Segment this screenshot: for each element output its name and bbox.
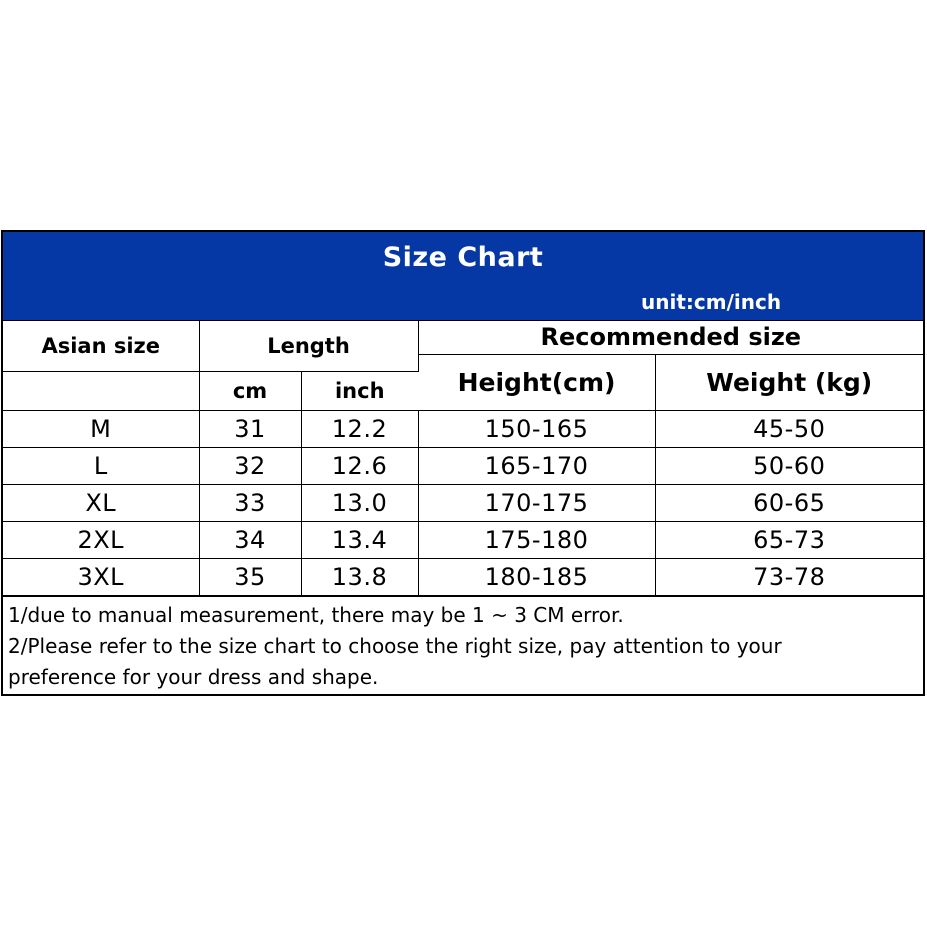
asian-size-header-spacer	[3, 371, 199, 410]
unit-label: unit:cm/inch	[641, 290, 782, 314]
size-cell: XL	[3, 484, 199, 521]
length-header: Length	[199, 321, 418, 371]
weight-cell: 60-65	[655, 484, 923, 521]
chart-title: Size Chart	[382, 242, 544, 273]
height-cell: 165-170	[418, 447, 655, 484]
cm-cell: 32	[199, 447, 301, 484]
table-row	[3, 521, 923, 558]
cm-cell: 35	[199, 558, 301, 595]
recommended-size-header: Recommended size	[418, 321, 923, 354]
size-chart	[1, 230, 925, 696]
cm-header: cm	[199, 371, 301, 410]
weight-cell: 65-73	[655, 521, 923, 558]
height-cell: 150-165	[418, 410, 655, 447]
size-cell: M	[3, 410, 199, 447]
note-line: preference for your dress and shape.	[8, 665, 379, 689]
title-band	[3, 232, 923, 321]
header-row-top	[3, 321, 923, 354]
cm-cell: 33	[199, 484, 301, 521]
table-row	[3, 447, 923, 484]
table-row	[3, 484, 923, 521]
notes-section	[3, 596, 923, 694]
inch-cell: 12.6	[301, 447, 418, 484]
height-cell: 180-185	[418, 558, 655, 595]
weight-header: Weight (kg)	[655, 354, 923, 410]
height-cell: 170-175	[418, 484, 655, 521]
height-cell: 175-180	[418, 521, 655, 558]
weight-cell: 50-60	[655, 447, 923, 484]
note-line: 2/Please refer to the size chart to choose the right size, pay attention to your	[8, 634, 782, 658]
weight-cell: 45-50	[655, 410, 923, 447]
inch-cell: 12.2	[301, 410, 418, 447]
inch-header: inch	[301, 371, 418, 410]
note-line: 1/due to manual measurement, there may be 1 ~ 3 CM error.	[8, 603, 624, 627]
cm-cell: 34	[199, 521, 301, 558]
table-row	[3, 558, 923, 595]
inch-cell: 13.0	[301, 484, 418, 521]
size-cell: L	[3, 447, 199, 484]
height-header: Height(cm)	[418, 354, 655, 410]
table-row	[3, 410, 923, 447]
inch-cell: 13.8	[301, 558, 418, 595]
size-cell: 2XL	[3, 521, 199, 558]
inch-cell: 13.4	[301, 521, 418, 558]
cm-cell: 31	[199, 410, 301, 447]
size-cell: 3XL	[3, 558, 199, 595]
asian-size-header: Asian size	[3, 321, 199, 371]
weight-cell: 73-78	[655, 558, 923, 595]
size-table	[3, 321, 923, 596]
